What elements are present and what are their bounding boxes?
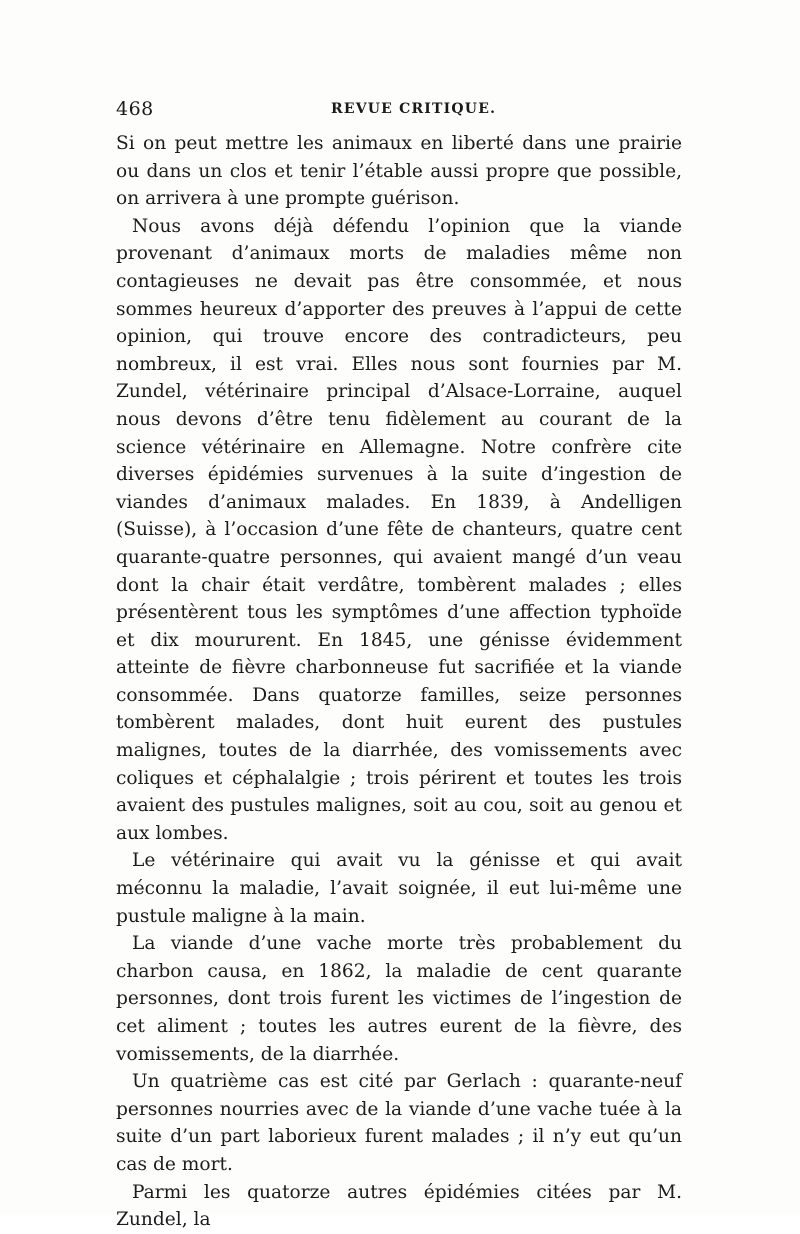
paragraph: Un quatrième cas est cité par Gerlach : quarante-neuf personnes nourries avec de la viande d’une vache tuée à la suite d’un part laborieux furent malades ; il n’y eut qu’un cas de mort. bbox=[116, 1071, 682, 1175]
running-title: REVUE CRITIQUE. bbox=[331, 101, 497, 117]
paragraph: Parmi les quatorze autres épidémies citées par M. Zundel, la bbox=[116, 1181, 682, 1231]
paragraph: Le vétérinaire qui avait vu la génisse et qui avait méconnu la maladie, l’avait soignée, il eut lui-même une pustule maligne à la main. bbox=[116, 850, 682, 927]
page-header bbox=[116, 98, 682, 126]
paragraph: Si on peut mettre les animaux en liberté dans une prairie ou dans un clos et tenir l’étable aussi propre que possible, on arrivera à une prompte guérison. bbox=[116, 133, 682, 210]
body-text bbox=[116, 130, 682, 1234]
paragraph: La viande d’une vache morte très probablement du charbon causa, en 1862, la maladie de cent quarante personnes, dont trois furent les victimes de l’ingestion de cet aliment ; toutes les autres eurent de la fièvre, des vomissements, de la diarrhée. bbox=[116, 933, 682, 1065]
page-number: 468 bbox=[116, 98, 154, 120]
paragraph: Nous avons déjà défendu l’opinion que la viande provenant d’animaux morts de maladies même non contagieuses ne devait pas être consommée, et nous sommes heureux d’apporter des preuves à l’appui de cette opinion, qui trouve encore des contradicteurs, peu nombreux, il est vrai. Elles nous sont fournies par M. Zundel, vétérinaire principal d’Alsace-Lorraine, auquel nous devons d’être tenu fidèlement au courant de la science vétérinaire en Allemagne. Notre confrère cite diverses épidémies survenues à la suite d’ingestion de viandes d’animaux malades. En 1839, à Andelligen (Suisse), à l’occasion d’une fête de chanteurs, quatre cent quarante-quatre personnes, qui avaient mangé d’un veau dont la chair était verdâtre, tombèrent malades ; elles présentèrent tous les symptômes d’une affection typhoïde et dix moururent. En 1845, une génisse évidemment atteinte de fièvre charbonneuse fut sacrifiée et la viande consommée. Dans quatorze familles, seize personnes tombèrent malades, dont huit eurent des pustules malignes, toutes de la diarrhée, des vomissements avec coliques et céphalalgie ; trois périrent et toutes les trois avaient des pustules malignes, soit au cou, soit au genou et aux lombes. bbox=[116, 215, 682, 844]
